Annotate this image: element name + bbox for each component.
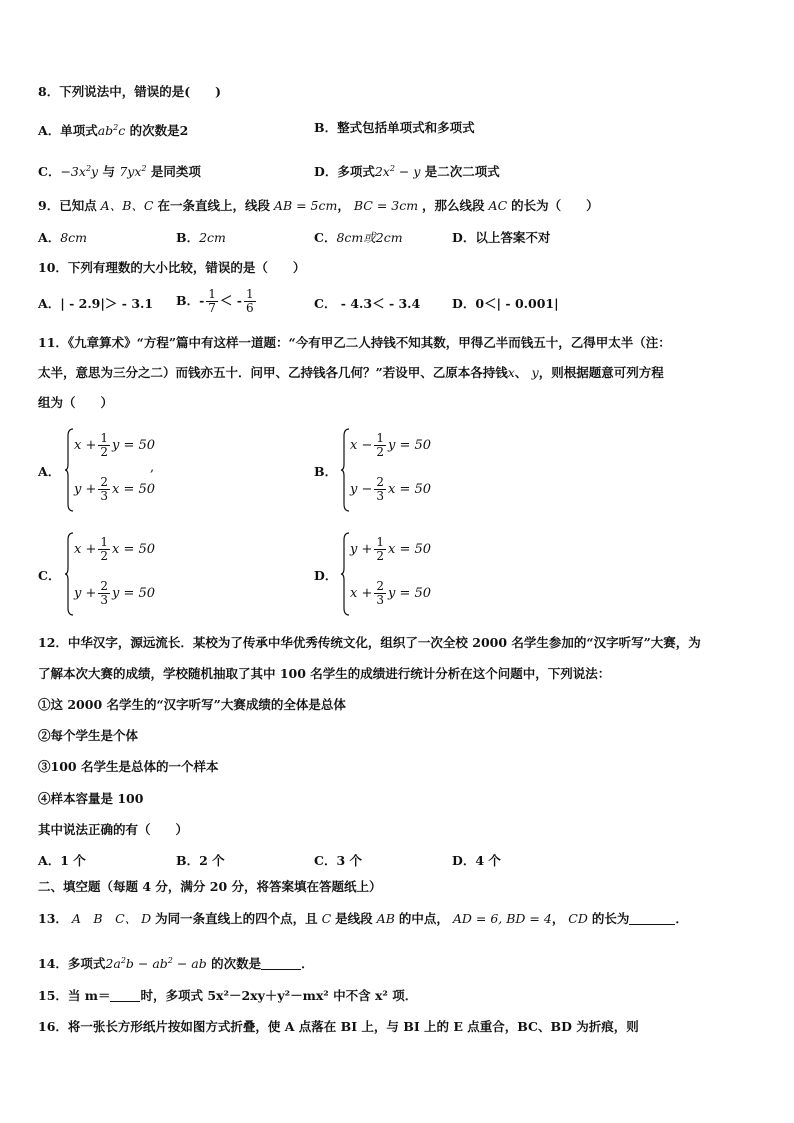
q11-option-c-system: x + $\frac{1}{2}$ x = 50 y + $\frac{2}{3}$ y = 50 xyxy=(64,532,174,616)
q9-option-b[interactable]: B．2cm xyxy=(176,230,226,245)
q13: 13． A B C、 D 为同一条直线上的四个点，且 C 是线段 AB 的中点， AD = 6, BD = 4， CD 的长为 ． xyxy=(38,911,688,926)
q10-option-c[interactable]: C． - 4.3＜ - 3.4 xyxy=(314,296,421,311)
q14-answer-blank[interactable] xyxy=(261,969,301,970)
q9-stem: 9．已知点 A、B、C 在一条直线上，线段 AB = 5cm， BC = 3cm ，那么线段 AC 的长为（ ） xyxy=(38,198,599,213)
q10-option-a[interactable]: A．| - 2.9|＞ - 3.1 xyxy=(38,296,154,311)
q11-line2: 太半，意思为三分之二）而钱亦五十．问甲、乙持钱各几何？”若设甲、乙原本各持钱x、 y，则根据题意可列方程 xyxy=(38,365,664,380)
q10-option-b[interactable]: B．- $\frac{1}{7}$ ＜ - $\frac{1}{6}$ xyxy=(176,287,254,315)
q15: 15．当 m＝ 时，多项式 5x²－2xy＋y²－mx² 中不含 x² 项． xyxy=(38,988,418,1003)
q8-option-c[interactable]: C．$-3x^2y$ 与 $7yx^2$ 是同类项 xyxy=(38,164,201,179)
section-heading: 二、填空题（每题 4 分，满分 20 分，将答案填在答题纸上） xyxy=(38,879,382,894)
q10-option-d[interactable]: D．0＜| - 0.001| xyxy=(452,296,559,311)
q12-option-d[interactable]: D．4 个 xyxy=(452,853,501,868)
q12-statement-1: ①这 2000 名学生的“汉字听写”大赛成绩的全体是总体 xyxy=(38,697,346,712)
q15-answer-blank[interactable] xyxy=(110,1001,140,1002)
brace-icon xyxy=(340,532,350,616)
q8-option-a[interactable]: A．单项式$ab^2c$ 的次数是2 xyxy=(38,123,189,138)
q12-statement-2: ②每个学生是个体 xyxy=(38,728,139,743)
brace-icon xyxy=(64,532,74,616)
q9-option-a[interactable]: A．8cm xyxy=(38,230,88,245)
q12-statement-3: ③100 名学生是总体的一个样本 xyxy=(38,759,219,774)
brace-icon xyxy=(340,428,350,512)
q11-line1: 11．《九章算术》“方程”篇中有这样一道题：“今有甲乙二人持钱不知其数，甲得乙半而钱五十，乙得甲太半（注： xyxy=(38,335,671,350)
q11-option-d-label[interactable]: D． xyxy=(314,568,338,583)
q12-line1: 12．中华汉字，源远流长．某校为了传承中华优秀传统文化，组织了一次全校 2000 名学生参加的“汉字听写”大赛，为 xyxy=(38,635,701,650)
q12-option-a[interactable]: A．1 个 xyxy=(38,853,86,868)
q11-line3: 组为（ ） xyxy=(38,395,114,410)
q8-option-b[interactable]: B．整式包括单项式和多项式 xyxy=(314,120,475,135)
q12-line2: 了解本次大赛的成绩，学校随机抽取了其中 100 名学生的成绩进行统计分析在这个问题中，下列说法： xyxy=(38,666,611,681)
q11-option-d-system: y + $\frac{1}{2}$ x = 50 x + $\frac{2}{3}$ y = 50 xyxy=(340,532,450,616)
q13-answer-blank[interactable] xyxy=(629,924,675,925)
q12-option-c[interactable]: C．3 个 xyxy=(314,853,362,868)
q11-option-b-system: x − $\frac{1}{2}$ y = 50 y − $\frac{2}{3}$ x = 50 xyxy=(340,428,450,512)
q11-option-c-label[interactable]: C． xyxy=(38,568,61,583)
q14: 14．多项式$2a^2b - ab^2$ − ab 的次数是 ． xyxy=(38,956,314,971)
q12-ask: 其中说法正确的有（ ） xyxy=(38,822,189,837)
q10-stem: 10．下列有理数的大小比较，错误的是（ ） xyxy=(38,260,306,275)
brace-icon xyxy=(64,428,74,512)
q8-stem: 8．下列说法中，错误的是( ) xyxy=(38,84,222,99)
q11-option-a-label[interactable]: A． xyxy=(38,464,61,479)
q9-option-d[interactable]: D．以上答案不对 xyxy=(452,230,551,245)
q8-option-d[interactable]: D．多项式$2x^2 - y$ 是二次二项式 xyxy=(314,164,500,179)
q16: 16．将一张长方形纸片按如图方式折叠，使 A 点落在 BI 上，与 BI 上的 E 点重合，BC、BD 为折痕，则 xyxy=(38,1019,639,1034)
q11-option-b-label[interactable]: B． xyxy=(314,464,338,479)
q12-statement-4: ④样本容量是 100 xyxy=(38,791,144,806)
q12-option-b[interactable]: B．2 个 xyxy=(176,853,225,868)
q11-option-a-system: x + $\frac{1}{2}$ y = 50 y + $\frac{2}{3}$ x = 50 , xyxy=(64,428,174,512)
q9-option-c[interactable]: C．8cm或2cm xyxy=(314,230,403,245)
